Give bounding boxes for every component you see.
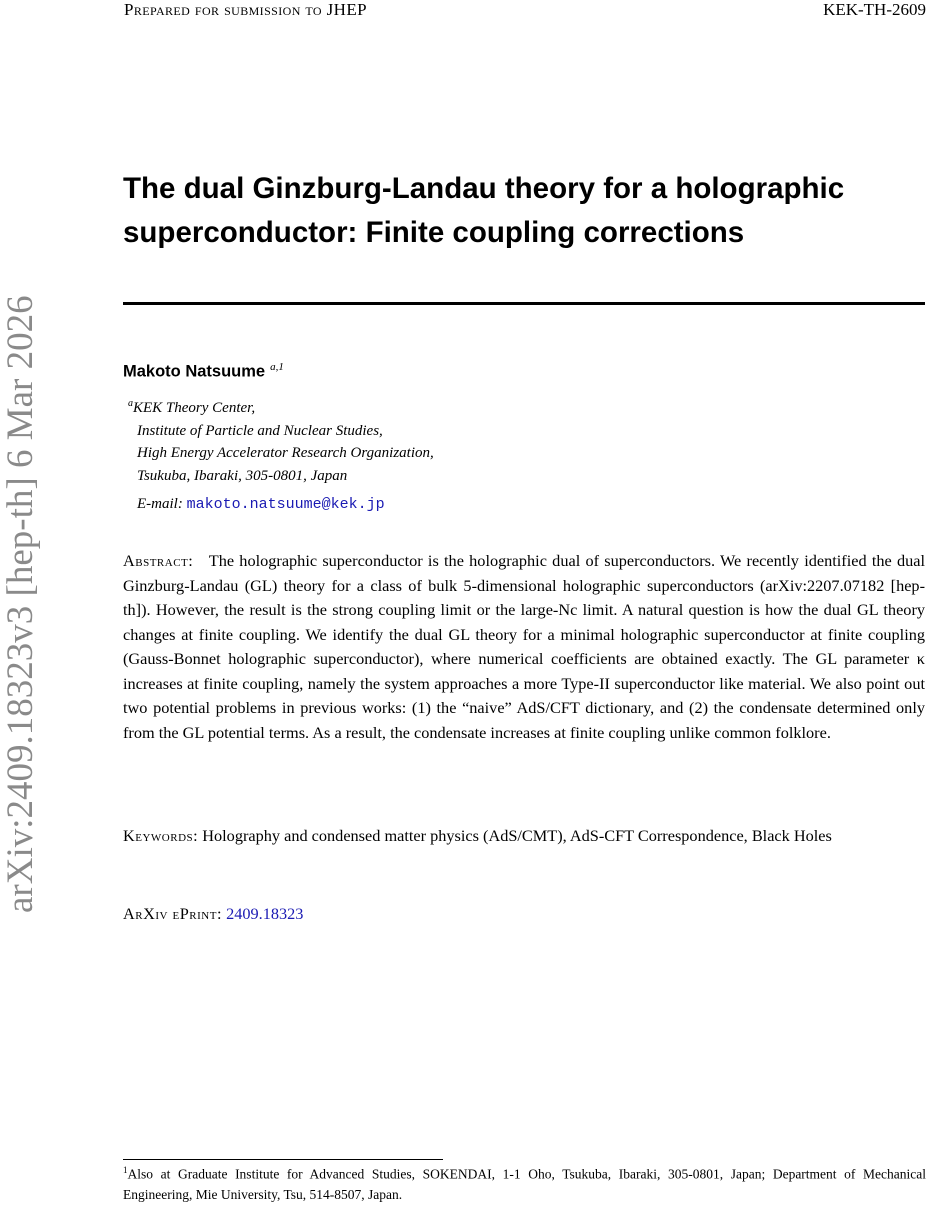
title-line-1: The dual Ginzburg-Landau theory for a holographic [123,172,845,205]
keywords [123,824,925,849]
paper-title [123,167,903,255]
affiliation-block [128,393,434,487]
abstract [123,549,925,745]
keywords-text: Holography and condensed matter physics (AdS/CMT), AdS-CFT Correspondence, Black Holes [202,826,832,845]
affiliation-line-3: High Energy Accelerator Research Organization, [137,445,434,461]
author-line [123,361,284,382]
affiliation-mark: a [128,398,133,409]
title-line-2: superconductor: Finite coupling corrections [123,216,745,249]
keywords-label: Keywords: [123,826,199,845]
footnote-text: Also at Graduate Institute for Advanced Studies, SOKENDAI, 1-1 Oho, Tsukuba, Ibaraki, 305-0801, Japan; Department of Mechanical Engineering, Mie University, Tsu, 514-8507, Japan. [123,1166,926,1202]
eprint [123,904,303,924]
eprint-label: ArXiv ePrint: [123,904,222,923]
journal-header: Prepared for submission to JHEP [124,0,367,19]
abstract-label: Abstract: [123,551,194,570]
arxiv-sidebar-stamp: arXiv:2409.18323v3 [hep-th] 6 Mar 2026 [0,295,41,913]
affiliation-line-2: Institute of Particle and Nuclear Studies, [137,422,383,439]
email-line [137,496,385,513]
email-label: E-mail: [137,496,183,512]
author-marks: a,1 [270,361,284,373]
footnote-mark: 1 [123,1165,128,1175]
report-number: KEK-TH-2609 [823,0,926,19]
title-divider [123,302,925,305]
abstract-text: The holographic superconductor is the holographic dual of superconductors. We recently identified the dual Ginzburg-Landau (GL) theory for a class of bulk 5-dimensional holographic superconductors (arXiv:2207.07182 [hep-th]). However, the result is the strong coupling limit or the large-Nc limit. A natural question is how the dual GL theory changes at finite coupling. We identify the dual GL theory for a minimal holographic superconductor at finite coupling (Gauss-Bonnet holographic superconductor), where numerical coefficients are obtained exactly. The GL parameter κ increases at finite coupling, namely the system approaches a more Type-II superconductor like material. We also point out two potential problems in previous works: (1) the “naive” AdS/CFT dictionary, and (2) the condensate determined only from the GL potential terms. As a result, the condensate increases at finite coupling unlike common folklore. [123,551,925,742]
footnote [123,1160,926,1205]
eprint-link[interactable]: 2409.18323 [226,904,304,923]
affiliation-line-1: $^a$KEK Theory Center, [128,398,256,416]
affiliation-line-4: Tsukuba, Ibaraki, 305-0801, Japan [137,467,348,484]
author-name: Makoto Natsuume [123,362,266,381]
email-link[interactable]: makoto.natsuume@kek.jp [186,496,385,513]
